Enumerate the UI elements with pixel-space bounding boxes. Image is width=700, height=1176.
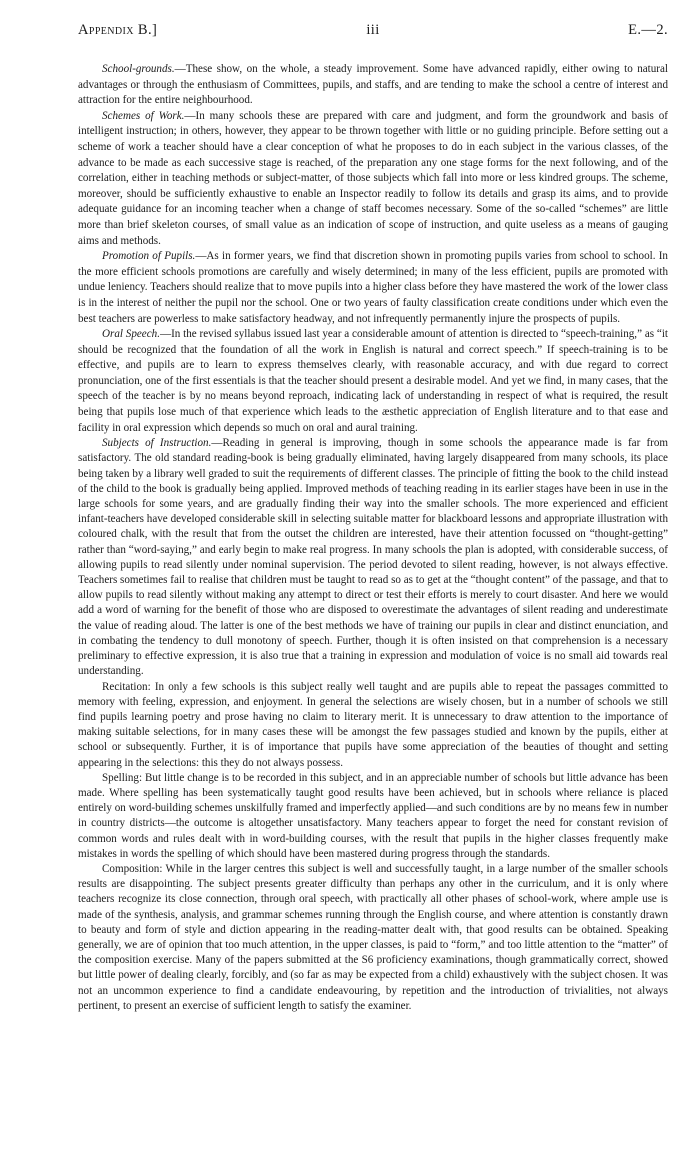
- report-body: [78, 62, 668, 1014]
- paragraph-text: —Reading in general is improving, though in some schools the appearance made is far from satisfactory. The old standard reading-book is being gradually eliminated, having largely disappeared from many schools, its place being taken by a library well graded to suit the requirements of different classes. The principle of fitting the book to the child instead of the child to the book is gradually being applied. Improved methods of teaching reading in its earlier stages have been in use in the large schools for some years, and are gradually finding their way into the smaller schools. The more experienced and efficient infant-teachers have developed considerable skill in selecting suitable matter for blackboard lessons and appropriate illustration with coloured chalk, with the result that from the outset the children are interested, have their attention focussed on “thought-getting” rather than “word-saying,” and early begin to make real progress. In many schools the plan is adopted, with considerable success, of allowing pupils to read silently under nominal supervision. The period devoted to silent reading, however, is not always effective. Teachers sometimes fail to realise that children must be taught to read so as to get at the “thought content” of the passage, and that to allow pupils to read silently without making any attempt to direct or test their efforts is merely to court disaster. And here we would add a word of warning for the benefit of those who are disposed to overestimate the advantages of silent reading and underestimate the value of reading aloud. The latter is one of the best methods we have of training our pupils in clear and distinct enunciation, and in combating the tendency to dull monotony of speech. Further, though it is often insisted on that comprehension is a necessary preliminary to effective expression, it is also true that a training in expression and modulation of voice is no small aid towards real understanding.: [78, 437, 669, 678]
- paragraph-recitation: [78, 680, 668, 771]
- paragraph-text: Spelling: But little change is to be recorded in this subject, and in an appreciable number of schools but little advance has been made. Where spelling has been systematically taught good results have been achieved, but in schools where reliance is placed entirely on word-building schemes unskilfully framed and imperfectly applied—and such conditions are by no means few in number in country districts—the outcome is altogether unsatisfactory. Many teachers appear to forget the need for constant revision of common words and rules dealt with in word-building courses, with the result that pupils in the higher classes frequently make mistakes in words the spelling of which should have been mastered during progress through the standards.: [78, 771, 668, 860]
- paragraph-composition: [78, 862, 668, 1014]
- paragraph-heading: Promotion of Pupils.: [102, 250, 196, 263]
- paragraph-text: —These show, on the whole, a steady improvement. Some have advanced rapidly, either owing to natural advantages or through the enthusiasm of Committees, pupils, and staffs, and are tending to make the school a centre of interest and attraction for the entire neighbourhood.: [78, 63, 668, 107]
- paragraph-school-grounds: [78, 62, 668, 109]
- paragraph-text: —As in former years, we find that discretion shown in promoting pupils varies from school to school. In the more efficient schools promotions are carefully and wisely determined; in many of the less efficient, pupils are promoted with undue leniency. Teachers should realize that to move pupils into a higher class before they have mastered the work of the lower class is in the interest of neither the pupil nor the school. One or two years of faulty classification create conditions under which even the best teachers are powerless to make satisfactory headway, and not infrequently permanently injure the prospects of pupils.: [78, 250, 668, 325]
- paragraph-promotion-of-pupils: [78, 249, 668, 327]
- header-page-number: iii: [366, 22, 380, 38]
- paragraph-heading: Oral Speech.: [102, 328, 160, 341]
- running-header: [78, 22, 668, 44]
- header-doc-ref: E.—2.: [628, 22, 668, 38]
- paragraph-subjects-of-instruction: [78, 436, 668, 679]
- paragraph-text: Recitation: In only a few schools is this subject really well taught and are pupils able to repeat the passages committed to memory with feeling, expression, and enjoyment. In general the selections are wisely chosen, but in a number of schools we still find pupils learning poetry and prose having no claim to literary merit. It is unnecessary to draw attention to the importance of making suitable selections, for in many cases these will be amongst the few passages studied and known by the pupils, either at school or subsequently. Further, it is of importance that pupils have some appreciation of the beauties of thought and setting appearing in the selections: this they do not always possess.: [78, 680, 668, 769]
- document-page: [78, 22, 668, 1014]
- paragraph-text: —In the revised syllabus issued last year a considerable amount of attention is directed to “speech-training,” as “it should be recognized that the foundation of all the work in English is natural and correct speech.” If speech-training is to be effective, and pupils are to learn to express themselves clearly, with reasonable accuracy, and with due regard to correct pronunciation, one of the first essentials is that the teacher should present a desirable model. And yet we find, in many cases, that the speech of the teacher is by no means beyond reproach, indicating lack of understanding in respect of what is required, the result being that pupils lose much of that experience which leads to the æsthetic appreciation of English literature and to that ease and facility in oral expression which depends so much on oral and aural training.: [78, 328, 668, 434]
- paragraph-heading: School-grounds.: [102, 63, 175, 75]
- paragraph-schemes-of-work: [78, 109, 668, 249]
- paragraph-heading: Schemes of Work.: [102, 109, 185, 122]
- paragraph-oral-speech: [78, 327, 668, 436]
- header-appendix: Appendix B.]: [78, 22, 158, 38]
- paragraph-spelling: [78, 771, 668, 862]
- paragraph-text: —In many schools these are prepared with care and judgment, and form the groundwork and basis of intelligent instruction; in others, however, they appear to be thrown together with little or no guiding principle. Before setting out a scheme of work a teacher should have a clear conception of what he proposes to do in each subject in the various classes, of the advance to be made as each successive stage is reached, of the preparation any one stage forms for the next following, and of the correlation, either in teaching methods or subject-matter, of those subjects which fall into more or less kindred groups. The scheme, moreover, should be sufficiently exhaustive to enable an Inspector readily to follow its details and grasp its aims, and to provide adequate guidance for an incoming teacher when a change of staff becomes necessary. Some of the so-called “schemes” are little more than brief skeleton courses, of small value as an indication of scope of instruction, and quite useless as a means of gauging aims and methods.: [78, 109, 668, 247]
- paragraph-text: Composition: While in the larger centres this subject is well and successfully taught, in a large number of the smaller schools results are disappointing. The subject presents greater difficulty than perhaps any other in the curriculum, and it is only where teachers recognize its close connection, through oral speech, with practically all other phases of school-work, where ample use is made of the synthesis, analysis, and grammar schemes running through the English course, and where attention is constantly drawn to beauty and form of style and diction appearing in the reading-matter dealt with, that good results can be obtained. Speaking generally, we are of opinion that too much attention, in the upper classes, is paid to “form,” and too little attention to the “matter” of the composition exercise. Many of the papers submitted at the S6 proficiency examinations, though grammatically correct, showed but little power of dealing clearly, forcibly, and (so far as may be expected from a child) exhaustively with the subject chosen. It was not an uncommon experience to find a candidate endeavouring, by repetition and the introduction of trivialities, not always pertinent, to present an exercise of sufficient length to satisfy the examiner.: [78, 862, 668, 1012]
- paragraph-heading: Subjects of Instruction.: [102, 437, 212, 450]
